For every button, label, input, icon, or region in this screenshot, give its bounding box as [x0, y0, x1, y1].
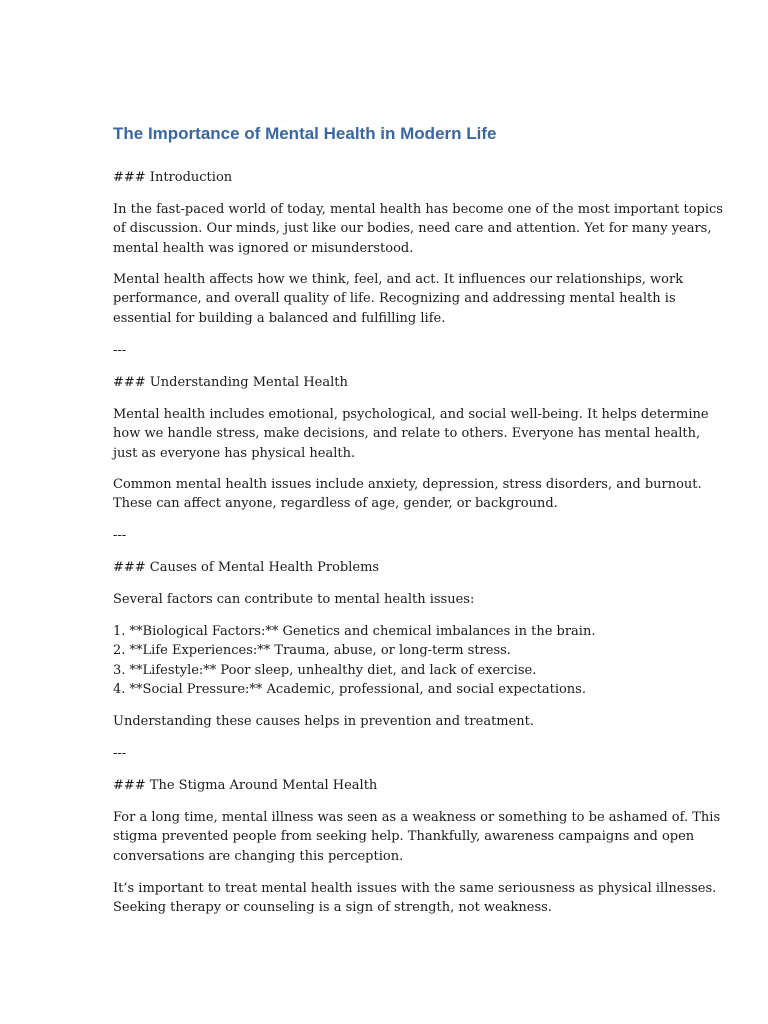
text-line: just as everyone has physical health.: [113, 445, 356, 461]
section-heading-causes: ### Causes of Mental Health Problems: [113, 560, 380, 575]
text-line: essential for building a balanced and fulfilling life.: [113, 310, 446, 326]
text-line: Mental health affects how we think, feel, and act. It influences our relationships, work: [113, 272, 684, 287]
understanding-paragraph-1: [113, 405, 709, 463]
list-item: 3. **Lifestyle:** Poor sleep, unhealthy diet, and lack of exercise.: [113, 662, 537, 678]
text-line: It’s important to treat mental health issues with the same seriousness as physical illnesses.: [113, 881, 717, 896]
causes-intro: Several factors can contribute to mental health issues:: [113, 592, 475, 607]
text-line: mental health was ignored or misunderstood.: [113, 240, 414, 256]
section-separator: ---: [113, 343, 127, 358]
understanding-paragraph-2: [113, 475, 702, 514]
text-line: how we handle stress, make decisions, and relate to others. Everyone has mental health,: [113, 426, 701, 442]
text-line: stigma prevented people from seeking help. Thankfully, awareness campaigns and open: [113, 829, 695, 845]
text-line: conversations are changing this perception.: [113, 848, 404, 864]
list-item: 1. **Biological Factors:** Genetics and chemical imbalances in the brain.: [113, 624, 596, 639]
text-line: For a long time, mental illness was seen as a weakness or something to be ashamed of. This: [113, 810, 721, 825]
section-separator: ---: [113, 746, 127, 761]
document-title: The Importance of Mental Health in Modern Life: [113, 124, 497, 143]
causes-list: [113, 622, 673, 699]
stigma-paragraph-1: [113, 808, 721, 866]
text-line: Common mental health issues include anxiety, depression, stress disorders, and burnout.: [113, 477, 702, 492]
stigma-paragraph-2: [113, 879, 717, 918]
text-line: Mental health includes emotional, psychological, and social well-being. It helps determine: [113, 407, 709, 422]
list-item: 4. **Social Pressure:** Academic, professional, and social expectations.: [113, 681, 586, 697]
causes-outro: Understanding these causes helps in prevention and treatment.: [113, 714, 535, 729]
section-heading-introduction: ### Introduction: [113, 170, 233, 185]
text-line: performance, and overall quality of life. Recognizing and addressing mental health is: [113, 291, 676, 307]
section-separator: ---: [113, 528, 127, 543]
list-item: 2. **Life Experiences:** Trauma, abuse, or long-term stress.: [113, 643, 511, 659]
intro-paragraph-2: [113, 270, 684, 328]
text-line: In the fast-paced world of today, mental health has become one of the most important topics: [113, 202, 723, 217]
intro-paragraph-1: [113, 200, 723, 258]
section-heading-understanding: ### Understanding Mental Health: [113, 375, 348, 390]
text-line: of discussion. Our minds, just like our bodies, need care and attention. Yet for many years,: [113, 221, 712, 237]
text-line: Seeking therapy or counseling is a sign of strength, not weakness.: [113, 900, 552, 916]
text-line: These can affect anyone, regardless of age, gender, or background.: [113, 496, 558, 512]
section-heading-stigma: ### The Stigma Around Mental Health: [113, 778, 378, 793]
